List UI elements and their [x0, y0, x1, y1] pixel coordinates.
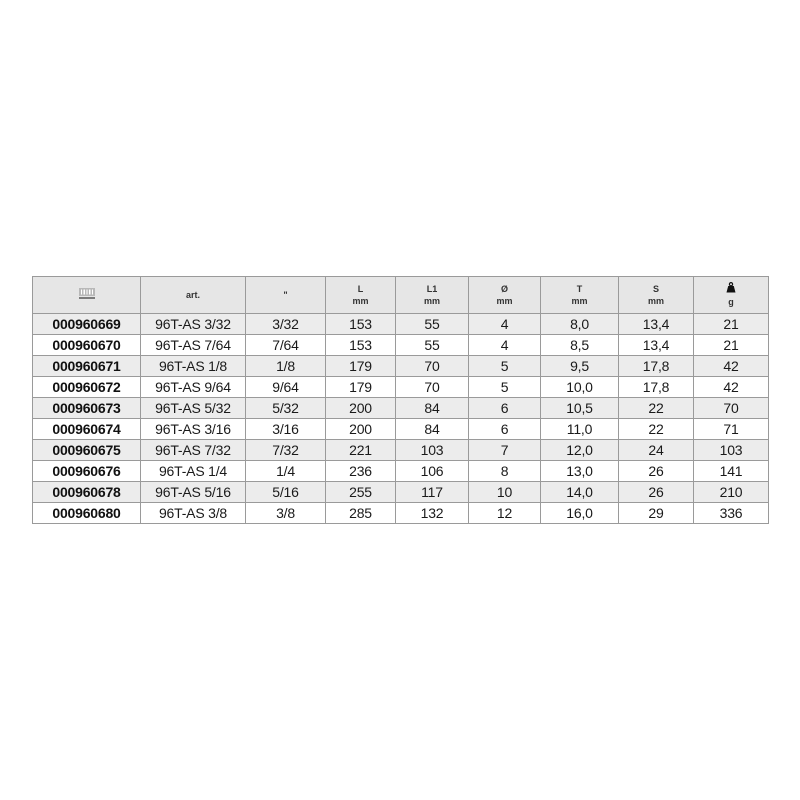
- cell-weight: 141: [694, 461, 769, 482]
- cell-length-l: 200: [326, 398, 396, 419]
- cell-article: 96T-AS 7/32: [141, 440, 246, 461]
- cell-code: 000960673: [33, 398, 141, 419]
- cell-length-l1: 55: [396, 314, 469, 335]
- table-row: [33, 398, 769, 419]
- cell-inch-size: 5/32: [246, 398, 326, 419]
- cell-diameter: 5: [469, 377, 541, 398]
- header-unit: mm: [423, 296, 440, 306]
- cell-length-l1: 117: [396, 482, 469, 503]
- cell-t: 8,5: [541, 335, 619, 356]
- header-unit: g: [728, 297, 734, 307]
- cell-inch-size: 3/32: [246, 314, 326, 335]
- cell-weight: 21: [694, 335, 769, 356]
- cell-weight: 71: [694, 419, 769, 440]
- cell-s: 17,8: [619, 377, 694, 398]
- cell-s: 13,4: [619, 314, 694, 335]
- cell-article: 96T-AS 7/64: [141, 335, 246, 356]
- cell-length-l: 285: [326, 503, 396, 524]
- cell-code: 000960671: [33, 356, 141, 377]
- cell-length-l1: 106: [396, 461, 469, 482]
- cell-s: 26: [619, 461, 694, 482]
- cell-t: 14,0: [541, 482, 619, 503]
- table-row: [33, 335, 769, 356]
- spec-table: [32, 276, 769, 524]
- cell-t: 9,5: [541, 356, 619, 377]
- cell-s: 22: [619, 419, 694, 440]
- cell-inch-size: 7/64: [246, 335, 326, 356]
- header-unit: mm: [571, 296, 588, 306]
- cell-s: 22: [619, 398, 694, 419]
- cell-t: 16,0: [541, 503, 619, 524]
- cell-inch-size: 1/8: [246, 356, 326, 377]
- cell-length-l: 200: [326, 419, 396, 440]
- cell-length-l1: 70: [396, 356, 469, 377]
- cell-t: 13,0: [541, 461, 619, 482]
- cell-weight: 42: [694, 356, 769, 377]
- header-code: [33, 277, 141, 314]
- table-body: [33, 314, 769, 524]
- table-header: [33, 277, 769, 314]
- cell-diameter: 6: [469, 419, 541, 440]
- cell-code: 000960672: [33, 377, 141, 398]
- cell-inch-size: 9/64: [246, 377, 326, 398]
- cell-article: 96T-AS 9/64: [141, 377, 246, 398]
- cell-diameter: 5: [469, 356, 541, 377]
- cell-length-l1: 84: [396, 398, 469, 419]
- cell-diameter: 6: [469, 398, 541, 419]
- barcode-icon: [79, 288, 95, 302]
- cell-s: 13,4: [619, 335, 694, 356]
- cell-article: 96T-AS 1/8: [141, 356, 246, 377]
- cell-article: 96T-AS 5/16: [141, 482, 246, 503]
- cell-t: 11,0: [541, 419, 619, 440]
- table-row: [33, 461, 769, 482]
- cell-s: 29: [619, 503, 694, 524]
- cell-article: 96T-AS 5/32: [141, 398, 246, 419]
- cell-code: 000960674: [33, 419, 141, 440]
- cell-article: 96T-AS 3/32: [141, 314, 246, 335]
- cell-length-l: 179: [326, 356, 396, 377]
- header-label: L1: [426, 284, 438, 294]
- header-s: [619, 277, 694, 314]
- cell-code: 000960676: [33, 461, 141, 482]
- cell-t: 10,5: [541, 398, 619, 419]
- cell-article: 96T-AS 3/8: [141, 503, 246, 524]
- header-label: T: [576, 284, 583, 294]
- header-unit: mm: [496, 296, 513, 306]
- cell-article: 96T-AS 3/16: [141, 419, 246, 440]
- cell-inch-size: 3/8: [246, 503, 326, 524]
- cell-t: 8,0: [541, 314, 619, 335]
- header-length-l: [326, 277, 396, 314]
- header-inch: [246, 277, 326, 314]
- cell-length-l1: 103: [396, 440, 469, 461]
- table-row: [33, 314, 769, 335]
- header-unit: mm: [647, 296, 664, 306]
- cell-inch-size: 7/32: [246, 440, 326, 461]
- cell-s: 26: [619, 482, 694, 503]
- cell-diameter: 4: [469, 314, 541, 335]
- header-article: [141, 277, 246, 314]
- cell-diameter: 7: [469, 440, 541, 461]
- header-t: [541, 277, 619, 314]
- table-row: [33, 419, 769, 440]
- header-label: ": [283, 290, 288, 300]
- cell-inch-size: 1/4: [246, 461, 326, 482]
- cell-length-l: 236: [326, 461, 396, 482]
- table-row: [33, 503, 769, 524]
- table-row: [33, 377, 769, 398]
- cell-diameter: 8: [469, 461, 541, 482]
- header-row: [33, 277, 769, 314]
- cell-weight: 70: [694, 398, 769, 419]
- cell-length-l: 179: [326, 377, 396, 398]
- cell-article: 96T-AS 1/4: [141, 461, 246, 482]
- cell-inch-size: 3/16: [246, 419, 326, 440]
- cell-length-l: 153: [326, 314, 396, 335]
- table-row: [33, 440, 769, 461]
- cell-s: 24: [619, 440, 694, 461]
- cell-inch-size: 5/16: [246, 482, 326, 503]
- cell-diameter: 10: [469, 482, 541, 503]
- cell-code: 000960678: [33, 482, 141, 503]
- header-label: S: [652, 284, 659, 294]
- weight-icon: [694, 282, 768, 296]
- cell-t: 10,0: [541, 377, 619, 398]
- cell-code: 000960670: [33, 335, 141, 356]
- header-diameter: [469, 277, 541, 314]
- cell-length-l: 255: [326, 482, 396, 503]
- cell-code: 000960669: [33, 314, 141, 335]
- header-unit: mm: [352, 296, 369, 306]
- cell-weight: 21: [694, 314, 769, 335]
- cell-length-l1: 132: [396, 503, 469, 524]
- cell-length-l1: 55: [396, 335, 469, 356]
- header-label: art.: [185, 290, 200, 300]
- cell-length-l1: 70: [396, 377, 469, 398]
- cell-diameter: 12: [469, 503, 541, 524]
- cell-t: 12,0: [541, 440, 619, 461]
- cell-weight: 103: [694, 440, 769, 461]
- header-length-l1: [396, 277, 469, 314]
- table-row: [33, 356, 769, 377]
- cell-length-l: 153: [326, 335, 396, 356]
- cell-code: 000960675: [33, 440, 141, 461]
- cell-length-l1: 84: [396, 419, 469, 440]
- cell-diameter: 4: [469, 335, 541, 356]
- header-label: Ø: [500, 284, 508, 294]
- table-row: [33, 482, 769, 503]
- header-weight: [694, 277, 769, 314]
- cell-code: 000960680: [33, 503, 141, 524]
- cell-length-l: 221: [326, 440, 396, 461]
- cell-weight: 210: [694, 482, 769, 503]
- cell-weight: 42: [694, 377, 769, 398]
- cell-s: 17,8: [619, 356, 694, 377]
- header-label: L: [357, 284, 364, 294]
- cell-weight: 336: [694, 503, 769, 524]
